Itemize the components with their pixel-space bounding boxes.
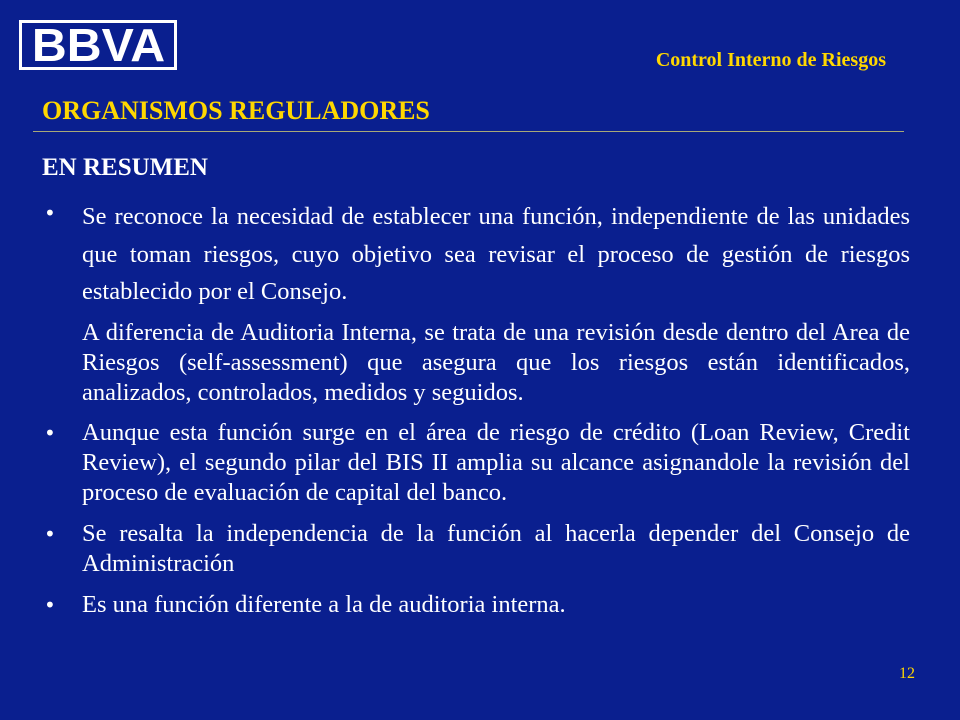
bullet-text: Se resalta la independencia de la función al hacerla depender del Consejo de Administración bbox=[82, 519, 910, 577]
bullet-item bbox=[42, 198, 910, 311]
subtitle: EN RESUMEN bbox=[42, 154, 208, 181]
explanatory-paragraph: A diferencia de Auditoria Interna, se trata de una revisión desde dentro del Area de Riesgos (self-assessment) que asegura que los riesgos están identificados, analizados, controlados, medidos y seguidos. bbox=[82, 318, 910, 406]
page-number: 12 bbox=[899, 665, 915, 682]
header-title: Control Interno de Riesgos bbox=[655, 49, 886, 71]
section-title: ORGANISMOS REGULADORES bbox=[42, 96, 430, 125]
bullet-item bbox=[42, 590, 910, 620]
bullet-text: Es una función diferente a la de auditoria interna. bbox=[82, 590, 566, 618]
bullet-text: Aunque esta función surge en el área de riesgo de crédito (Loan Review, Credit Review), el segundo pilar del BIS II amplia su alcance asignandole la revisión del proceso de evaluación de capital del banco. bbox=[82, 418, 910, 506]
bullet-text: Se reconoce la necesidad de establecer una función, independiente de las unidades que toman riesgos, cuyo objetivo sea revisar el proceso de gestión de riesgos establecido por el Consejo. bbox=[82, 203, 910, 305]
bullet-icon: • bbox=[44, 592, 56, 617]
bullet-item bbox=[42, 519, 910, 579]
bullet-icon: • bbox=[44, 201, 56, 225]
bullet-icon: • bbox=[44, 521, 56, 546]
logo-text: BBVA bbox=[31, 19, 165, 71]
bullet-icon: • bbox=[44, 420, 56, 445]
bbva-logo bbox=[19, 20, 177, 70]
title-divider bbox=[33, 131, 904, 132]
logo-frame bbox=[22, 19, 174, 71]
bullet-item bbox=[42, 418, 910, 508]
content-body bbox=[42, 198, 910, 620]
